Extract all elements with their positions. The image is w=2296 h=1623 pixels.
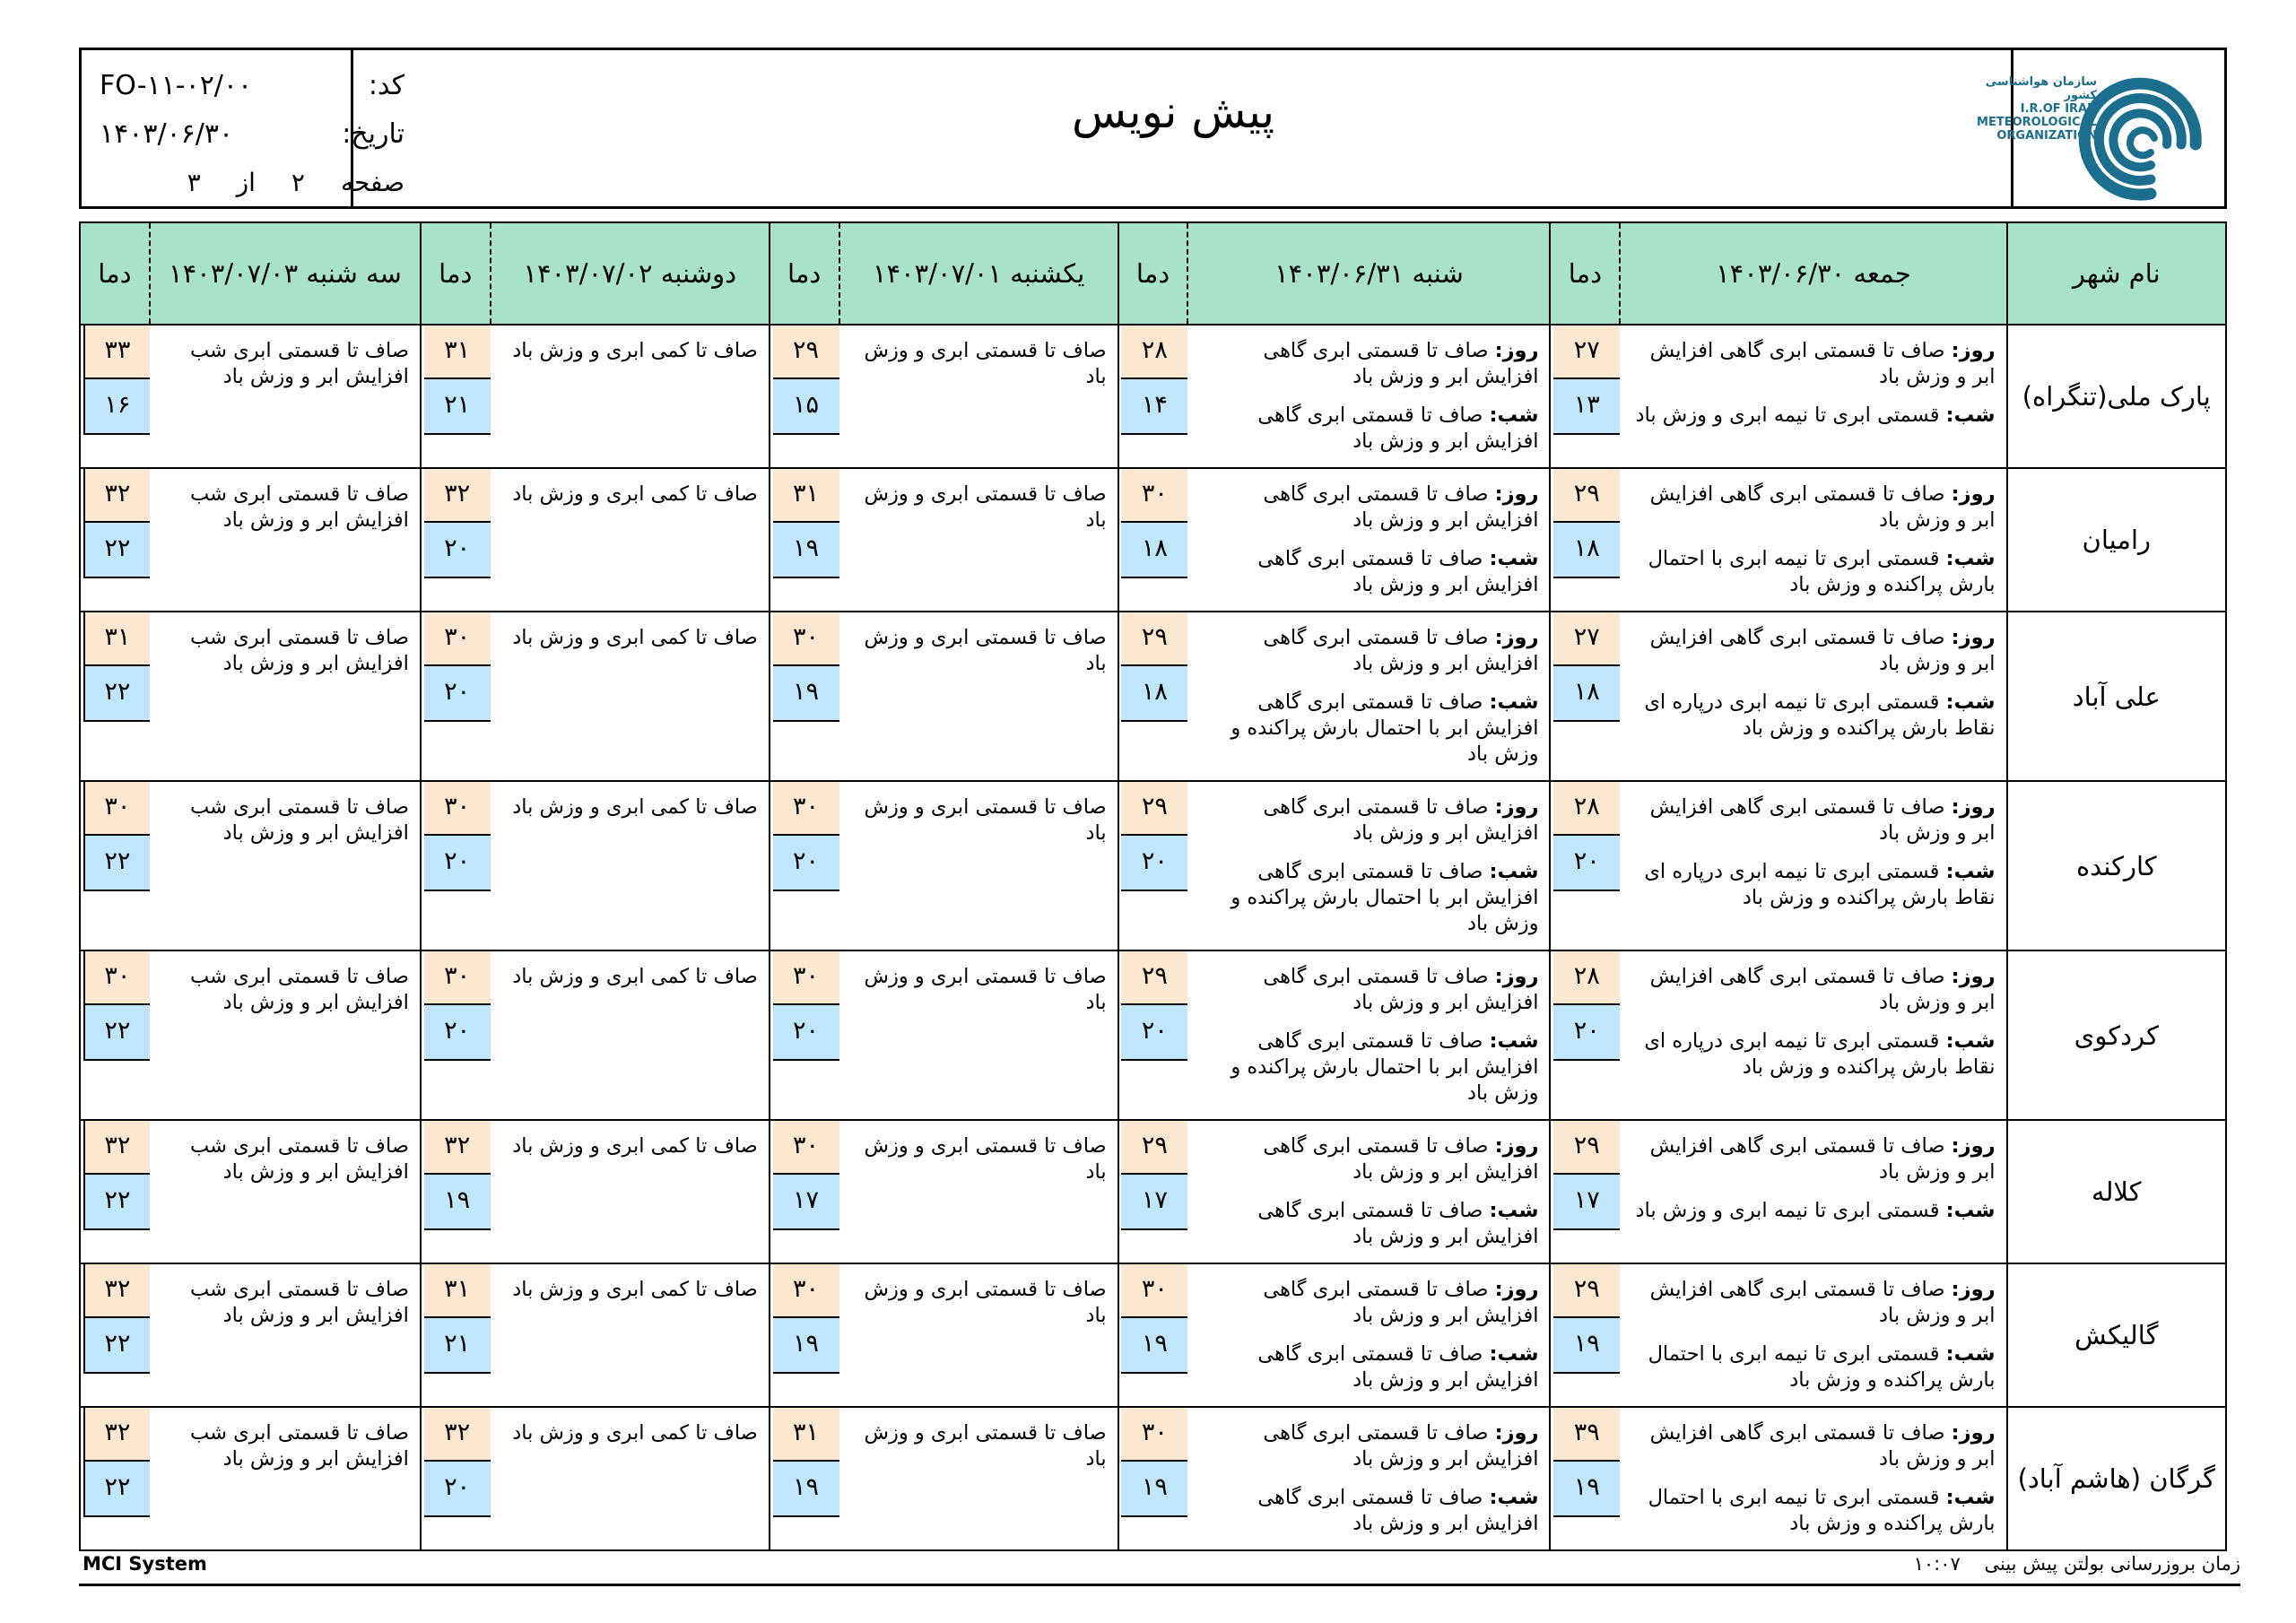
night-label: شب:: [1489, 690, 1539, 714]
min-temp: ۲۰: [424, 1005, 491, 1061]
day-label: روز:: [1494, 626, 1539, 649]
max-temp: ۲۹: [1121, 951, 1187, 1005]
day-forecast: صاف تا قسمتی ابری گاهی افزایش ابر و وزش باد: [1263, 795, 1539, 845]
min-temp: ۲۲: [83, 1462, 150, 1517]
temperature-cell: [770, 1407, 839, 1550]
max-temp: ۳۰: [773, 1121, 839, 1175]
night-label: شب:: [1945, 1486, 1996, 1509]
forecast-description: [839, 1263, 1118, 1407]
forecast-description: [491, 950, 770, 1120]
min-temp: ۲۰: [1553, 836, 1620, 891]
max-temp: ۳۲: [83, 469, 150, 523]
city-name: کردکوی: [2007, 950, 2226, 1120]
night-label: شب:: [1489, 860, 1539, 883]
update-time: [1914, 1553, 2240, 1575]
max-temp: ۳۰: [83, 782, 150, 836]
temperature-cell: [80, 1407, 150, 1550]
logo-text: سازمان هواشناسی کشور I.R.OF IRAN METEOROLOGICAL ORGANIZATION: [1977, 75, 2097, 143]
daily-forecast: صاف تا کمی ابری و وزش باد: [512, 1421, 758, 1445]
max-temp: ۳۱: [83, 612, 150, 666]
forecast-description: [491, 325, 770, 468]
max-temp: ۲۹: [1553, 1121, 1620, 1175]
day-forecast: صاف تا قسمتی ابری گاهی افزایش ابر و وزش باد: [1263, 626, 1539, 675]
day-label: روز:: [1951, 795, 1996, 819]
forecast-description: [839, 612, 1118, 781]
min-temp: ۲۰: [773, 836, 839, 891]
min-temp: ۲۱: [424, 1318, 491, 1374]
table-row: [80, 1120, 2226, 1263]
page-total: ۳: [187, 167, 201, 197]
temperature-cell: [770, 1263, 839, 1407]
night-forecast: قسمتی ابری تا نیمه ابری درپاره ای نقاط بارش پراکنده و وزش باد: [1644, 690, 1996, 740]
temperature-cell: [421, 612, 491, 781]
temperature-cell: [80, 468, 150, 612]
forecast-description: [839, 1120, 1118, 1263]
temperature-cell: [80, 325, 150, 468]
forecast-description: [1187, 1263, 1550, 1407]
temperature-cell: [421, 950, 491, 1120]
forecast-description: [150, 1407, 421, 1550]
forecast-description: [1187, 468, 1550, 612]
min-temp: ۱۷: [1121, 1175, 1187, 1230]
night-forecast: صاف تا قسمتی ابری گاهی افزایش ابر با احتمال بارش پراکنده و وزش باد: [1231, 860, 1539, 935]
temperature-cell: [770, 781, 839, 950]
col-day-3: دوشنبه ۱۴۰۳/۰۷/۰۲: [491, 222, 770, 325]
night-forecast: قسمتی ابری تا نیمه ابری و وزش باد: [1635, 404, 1940, 427]
max-temp: ۲۹: [1121, 782, 1187, 836]
min-temp: ۱۶: [83, 379, 150, 435]
temperature-cell: [1550, 1407, 1620, 1550]
day-forecast: صاف تا قسمتی ابری گاهی افزایش ابر و وزش باد: [1263, 339, 1539, 388]
forecast-description: [1187, 1120, 1550, 1263]
night-label: شب:: [1489, 1486, 1539, 1509]
day-label: روز:: [1494, 339, 1539, 362]
night-label: شب:: [1489, 1029, 1539, 1053]
forecast-description: [1620, 1407, 2006, 1550]
max-temp: ۳۳: [83, 325, 150, 379]
min-temp: ۲۰: [1121, 1005, 1187, 1061]
col-day-4: سه شنبه ۱۴۰۳/۰۷/۰۳: [150, 222, 421, 325]
col-day-2: یکشنبه ۱۴۰۳/۰۷/۰۱: [839, 222, 1118, 325]
max-temp: ۲۷: [1553, 612, 1620, 666]
day-label: روز:: [1494, 965, 1539, 988]
max-temp: ۲۷: [1553, 325, 1620, 379]
day-label: روز:: [1951, 482, 1996, 506]
table-row: [80, 1407, 2226, 1550]
page-number: ۲: [291, 167, 305, 197]
max-temp: ۳۰: [1121, 1408, 1187, 1462]
daily-forecast: صاف تا قسمتی ابری شب افزایش ابر و وزش باد: [190, 626, 409, 675]
max-temp: ۳۰: [1121, 469, 1187, 523]
temperature-cell: [80, 950, 150, 1120]
day-forecast: صاف تا قسمتی ابری گاهی افزایش ابر و وزش باد: [1649, 1421, 1996, 1471]
night-label: شب:: [1945, 690, 1996, 714]
day-label: روز:: [1494, 1134, 1539, 1158]
day-forecast: صاف تا قسمتی ابری گاهی افزایش ابر و وزش باد: [1263, 1421, 1539, 1471]
max-temp: ۲۹: [1553, 1264, 1620, 1318]
night-forecast: قسمتی ابری تا نیمه ابری درپاره ای نقاط بارش پراکنده و وزش باد: [1644, 860, 1996, 909]
day-label: روز:: [1951, 965, 1996, 988]
day-label: روز:: [1951, 1421, 1996, 1445]
day-forecast: صاف تا قسمتی ابری گاهی افزایش ابر و وزش باد: [1649, 1278, 1996, 1327]
day-label: روز:: [1951, 339, 1996, 362]
max-temp: ۳۰: [773, 1264, 839, 1318]
col-temp: دما: [1550, 222, 1620, 325]
forecast-description: [150, 950, 421, 1120]
forecast-description: [150, 468, 421, 612]
max-temp: ۲۹: [1553, 469, 1620, 523]
temperature-cell: [1118, 950, 1188, 1120]
page-title: پیش نویس: [1071, 86, 1275, 138]
temperature-cell: [421, 325, 491, 468]
daily-forecast: صاف تا کمی ابری و وزش باد: [512, 795, 758, 819]
city-name: کلاله: [2007, 1120, 2226, 1263]
day-forecast: صاف تا قسمتی ابری گاهی افزایش ابر و وزش باد: [1263, 1134, 1539, 1184]
night-forecast: صاف تا قسمتی ابری گاهی افزایش ابر با احتمال بارش پراکنده و وزش باد: [1231, 690, 1539, 766]
night-label: شب:: [1945, 547, 1996, 570]
min-temp: ۱۹: [1121, 1462, 1187, 1517]
daily-forecast: صاف تا کمی ابری و وزش باد: [512, 482, 758, 506]
temperature-cell: [1118, 1263, 1188, 1407]
daily-forecast: صاف تا کمی ابری و وزش باد: [512, 965, 758, 988]
forecast-description: [1187, 781, 1550, 950]
day-label: روز:: [1951, 626, 1996, 649]
forecast-description: [491, 1263, 770, 1407]
min-temp: ۲۰: [424, 523, 491, 578]
temperature-cell: [80, 612, 150, 781]
min-temp: ۲۲: [83, 1175, 150, 1230]
night-forecast: قسمتی ابری تا نیمه ابری با احتمال بارش پراکنده و وزش باد: [1648, 547, 1996, 596]
table-row: [80, 950, 2226, 1120]
forecast-description: [491, 468, 770, 612]
temperature-cell: [1118, 1407, 1188, 1550]
forecast-description: [839, 781, 1118, 950]
update-time-value: ۱۰:۰۷: [1913, 1553, 1961, 1575]
forecast-description: [1620, 468, 2006, 612]
temperature-cell: [770, 612, 839, 781]
min-temp: ۱۹: [1553, 1462, 1620, 1517]
night-label: شب:: [1945, 1029, 1996, 1053]
daily-forecast: صاف تا کمی ابری و وزش باد: [512, 626, 758, 649]
night-forecast: صاف تا قسمتی ابری گاهی افزایش ابر و وزش باد: [1257, 547, 1539, 596]
temperature-cell: [1550, 1120, 1620, 1263]
day-forecast: صاف تا قسمتی ابری گاهی افزایش ابر و وزش باد: [1649, 795, 1996, 845]
temperature-cell: [421, 781, 491, 950]
forecast-table: [79, 221, 2227, 1551]
forecast-description: [1187, 1407, 1550, 1550]
max-temp: ۳۰: [424, 951, 491, 1005]
daily-forecast: صاف تا قسمتی ابری و وزش باد: [864, 1134, 1107, 1184]
city-name: گرگان (هاشم آباد): [2007, 1407, 2226, 1550]
forecast-description: [839, 950, 1118, 1120]
max-temp: ۲۸: [1553, 782, 1620, 836]
forecast-description: [839, 468, 1118, 612]
min-temp: ۲۲: [83, 666, 150, 722]
night-label: شب:: [1489, 1342, 1539, 1366]
forecast-description: [150, 1263, 421, 1407]
min-temp: ۱۵: [773, 379, 839, 435]
temperature-cell: [421, 1407, 491, 1550]
night-forecast: قسمتی ابری تا نیمه ابری درپاره ای نقاط بارش پراکنده و وزش باد: [1644, 1029, 1996, 1079]
daily-forecast: صاف تا قسمتی ابری شب افزایش ابر و وزش باد: [190, 965, 409, 1014]
daily-forecast: صاف تا کمی ابری و وزش باد: [512, 339, 758, 362]
forecast-description: [491, 1407, 770, 1550]
daily-forecast: صاف تا قسمتی ابری و وزش باد: [864, 965, 1107, 1014]
min-temp: ۱۴: [1121, 379, 1187, 435]
daily-forecast: صاف تا قسمتی ابری و وزش باد: [864, 795, 1107, 845]
min-temp: ۲۱: [424, 379, 491, 435]
night-forecast: صاف تا قسمتی ابری گاهی افزایش ابر و وزش باد: [1257, 1486, 1539, 1535]
page-of: از: [236, 167, 256, 197]
temperature-cell: [1550, 325, 1620, 468]
daily-forecast: صاف تا قسمتی ابری و وزش باد: [864, 626, 1107, 675]
min-temp: ۲۰: [424, 1462, 491, 1517]
temperature-cell: [80, 1120, 150, 1263]
city-name: پارک ملی(تنگراه): [2007, 325, 2226, 468]
day-forecast: صاف تا قسمتی ابری گاهی افزایش ابر و وزش باد: [1263, 1278, 1539, 1327]
min-temp: ۱۹: [773, 1462, 839, 1517]
temperature-cell: [1550, 612, 1620, 781]
night-forecast: قسمتی ابری تا نیمه ابری با احتمال بارش پراکنده و وزش باد: [1648, 1486, 1996, 1535]
max-temp: ۳۲: [83, 1264, 150, 1318]
col-temp: دما: [770, 222, 839, 325]
min-temp: ۲۲: [83, 1005, 150, 1061]
min-temp: ۱۹: [1553, 1318, 1620, 1374]
temperature-cell: [1118, 468, 1188, 612]
daily-forecast: صاف تا قسمتی ابری شب افزایش ابر و وزش باد: [190, 339, 409, 388]
day-label: روز:: [1951, 1278, 1996, 1301]
temperature-cell: [770, 950, 839, 1120]
page-indicator: [187, 168, 404, 197]
temperature-cell: [1118, 325, 1188, 468]
max-temp: ۳۹: [1553, 1408, 1620, 1462]
max-temp: ۳۰: [83, 951, 150, 1005]
day-forecast: صاف تا قسمتی ابری گاهی افزایش ابر و وزش باد: [1649, 1134, 1996, 1184]
col-city: نام شهر: [2007, 222, 2226, 325]
min-temp: ۱۸: [1121, 666, 1187, 722]
forecast-description: [1187, 612, 1550, 781]
forecast-description: [491, 612, 770, 781]
night-label: شب:: [1945, 860, 1996, 883]
code-value: FO-۱۱-۰۲/۰۰: [100, 69, 253, 101]
daily-forecast: صاف تا قسمتی ابری و وزش باد: [864, 482, 1107, 532]
forecast-description: [1620, 781, 2006, 950]
night-label: شب:: [1945, 1199, 1996, 1222]
temperature-cell: [421, 468, 491, 612]
daily-forecast: صاف تا قسمتی ابری شب افزایش ابر و وزش باد: [190, 1421, 409, 1471]
temperature-cell: [1118, 1120, 1188, 1263]
max-temp: ۳۱: [424, 325, 491, 379]
forecast-description: [150, 325, 421, 468]
max-temp: ۳۱: [424, 1264, 491, 1318]
max-temp: ۳۰: [424, 782, 491, 836]
forecast-description: [150, 612, 421, 781]
min-temp: ۲۰: [424, 666, 491, 722]
min-temp: ۱۹: [773, 1318, 839, 1374]
max-temp: ۲۸: [1553, 951, 1620, 1005]
day-label: روز:: [1951, 1134, 1996, 1158]
min-temp: ۱۸: [1553, 666, 1620, 722]
temperature-cell: [80, 1263, 150, 1407]
page-footer: [79, 1548, 2240, 1586]
max-temp: ۲۹: [1121, 612, 1187, 666]
night-forecast: قسمتی ابری تا نیمه ابری و وزش باد: [1635, 1199, 1940, 1222]
page-label: صفحه: [340, 167, 404, 197]
forecast-description: [1187, 325, 1550, 468]
city-name: گالیکش: [2007, 1263, 2226, 1407]
day-forecast: صاف تا قسمتی ابری گاهی افزایش ابر و وزش باد: [1649, 965, 1996, 1014]
forecast-description: [150, 781, 421, 950]
max-temp: ۳۰: [773, 782, 839, 836]
day-forecast: صاف تا قسمتی ابری گاهی افزایش ابر و وزش باد: [1649, 626, 1996, 675]
forecast-description: [1620, 612, 2006, 781]
day-forecast: صاف تا قسمتی ابری گاهی افزایش ابر و وزش باد: [1649, 339, 1996, 388]
min-temp: ۲۰: [424, 836, 491, 891]
day-label: روز:: [1494, 1278, 1539, 1301]
col-temp: دما: [421, 222, 491, 325]
night-forecast: صاف تا قسمتی ابری گاهی افزایش ابر و وزش باد: [1257, 1199, 1539, 1248]
min-temp: ۲۲: [83, 836, 150, 891]
day-forecast: صاف تا قسمتی ابری گاهی افزایش ابر و وزش باد: [1263, 482, 1539, 532]
temperature-cell: [1550, 1263, 1620, 1407]
day-forecast: صاف تا قسمتی ابری گاهی افزایش ابر و وزش باد: [1263, 965, 1539, 1014]
meteorological-organization-logo: [1977, 59, 2205, 203]
daily-forecast: صاف تا قسمتی ابری شب افزایش ابر و وزش باد: [190, 1278, 409, 1327]
city-name: کارکنده: [2007, 781, 2226, 950]
daily-forecast: صاف تا قسمتی ابری و وزش باد: [864, 1278, 1107, 1327]
forecast-description: [1620, 1120, 2006, 1263]
document-header: [79, 48, 2227, 209]
temperature-cell: [421, 1120, 491, 1263]
forecast-description: [1187, 950, 1550, 1120]
code-label: کد:: [368, 69, 404, 101]
max-temp: ۳۲: [424, 1408, 491, 1462]
temperature-cell: [770, 325, 839, 468]
min-temp: ۲۰: [1121, 836, 1187, 891]
day-label: روز:: [1494, 1421, 1539, 1445]
max-temp: ۳۰: [773, 612, 839, 666]
table-row: [80, 325, 2226, 468]
min-temp: ۲۲: [83, 1318, 150, 1374]
min-temp: ۱۷: [1553, 1175, 1620, 1230]
update-label: زمان بروزرسانی بولتن پیش بینی: [1984, 1553, 2240, 1575]
forecast-description: [839, 1407, 1118, 1550]
col-temp: دما: [1118, 222, 1188, 325]
col-day-1: شنبه ۱۴۰۳/۰۶/۳۱: [1187, 222, 1550, 325]
temperature-cell: [770, 1120, 839, 1263]
max-temp: ۳۰: [773, 951, 839, 1005]
table-row: [80, 1263, 2226, 1407]
system-name: MCI System: [83, 1553, 207, 1575]
temperature-cell: [421, 1263, 491, 1407]
night-label: شب:: [1489, 1199, 1539, 1222]
max-temp: ۲۹: [1121, 1121, 1187, 1175]
min-temp: ۱۹: [424, 1175, 491, 1230]
min-temp: ۱۹: [1121, 1318, 1187, 1374]
max-temp: ۲۹: [773, 325, 839, 379]
day-label: روز:: [1494, 482, 1539, 506]
max-temp: ۳۱: [773, 1408, 839, 1462]
temperature-cell: [1550, 950, 1620, 1120]
daily-forecast: صاف تا قسمتی ابری و وزش باد: [864, 1421, 1107, 1471]
daily-forecast: صاف تا کمی ابری و وزش باد: [512, 1278, 758, 1301]
daily-forecast: صاف تا کمی ابری و وزش باد: [512, 1134, 758, 1158]
city-name: رامیان: [2007, 468, 2226, 612]
temperature-cell: [1550, 468, 1620, 612]
max-temp: ۳۲: [424, 469, 491, 523]
table-row: [80, 468, 2226, 612]
night-label: شب:: [1489, 547, 1539, 570]
max-temp: ۳۰: [424, 612, 491, 666]
temperature-cell: [1118, 612, 1188, 781]
forecast-description: [150, 1120, 421, 1263]
forecast-description: [491, 1120, 770, 1263]
date-value: ۱۴۰۳/۰۶/۳۰: [100, 117, 234, 150]
max-temp: ۳۲: [83, 1121, 150, 1175]
temperature-cell: [770, 468, 839, 612]
night-label: شب:: [1945, 404, 1996, 427]
night-forecast: صاف تا قسمتی ابری گاهی افزایش ابر با احتمال بارش پراکنده و وزش باد: [1231, 1029, 1539, 1105]
daily-forecast: صاف تا قسمتی ابری شب افزایش ابر و وزش باد: [190, 482, 409, 532]
col-temp: دما: [80, 222, 150, 325]
city-name: علی آباد: [2007, 612, 2226, 781]
temperature-cell: [80, 781, 150, 950]
night-forecast: قسمتی ابری تا نیمه ابری با احتمال بارش پراکنده و وزش باد: [1648, 1342, 1996, 1392]
temperature-cell: [1118, 781, 1188, 950]
min-temp: ۱۸: [1553, 523, 1620, 578]
max-temp: ۳۰: [1121, 1264, 1187, 1318]
daily-forecast: صاف تا قسمتی ابری شب افزایش ابر و وزش باد: [190, 1134, 409, 1184]
table-row: [80, 781, 2226, 950]
min-temp: ۱۳: [1553, 379, 1620, 435]
table-header-row: [80, 222, 2226, 325]
min-temp: ۱۸: [1121, 523, 1187, 578]
night-forecast: صاف تا قسمتی ابری گاهی افزایش ابر و وزش باد: [1257, 1342, 1539, 1392]
night-label: شب:: [1945, 1342, 1996, 1366]
forecast-description: [1620, 1263, 2006, 1407]
daily-forecast: صاف تا قسمتی ابری و وزش باد: [864, 339, 1107, 388]
min-temp: ۱۹: [773, 523, 839, 578]
forecast-description: [839, 325, 1118, 468]
min-temp: ۲۰: [1553, 1005, 1620, 1061]
daily-forecast: صاف تا قسمتی ابری شب افزایش ابر و وزش باد: [190, 795, 409, 845]
temperature-cell: [1550, 781, 1620, 950]
forecast-description: [1620, 325, 2006, 468]
max-temp: ۲۸: [1121, 325, 1187, 379]
date-label: تاریخ:: [342, 117, 404, 150]
day-forecast: صاف تا قسمتی ابری گاهی افزایش ابر و وزش باد: [1649, 482, 1996, 532]
min-temp: ۲۲: [83, 523, 150, 578]
table-row: [80, 612, 2226, 781]
max-temp: ۳۱: [773, 469, 839, 523]
min-temp: ۱۹: [773, 666, 839, 722]
col-day-0: جمعه ۱۴۰۳/۰۶/۳۰: [1620, 222, 2006, 325]
night-label: شب:: [1489, 404, 1539, 427]
min-temp: ۲۰: [773, 1005, 839, 1061]
max-temp: ۳۲: [424, 1121, 491, 1175]
min-temp: ۱۷: [773, 1175, 839, 1230]
night-forecast: صاف تا قسمتی ابری گاهی افزایش ابر و وزش باد: [1257, 404, 1539, 453]
forecast-description: [491, 781, 770, 950]
day-label: روز:: [1494, 795, 1539, 819]
max-temp: ۳۲: [83, 1408, 150, 1462]
forecast-description: [1620, 950, 2006, 1120]
